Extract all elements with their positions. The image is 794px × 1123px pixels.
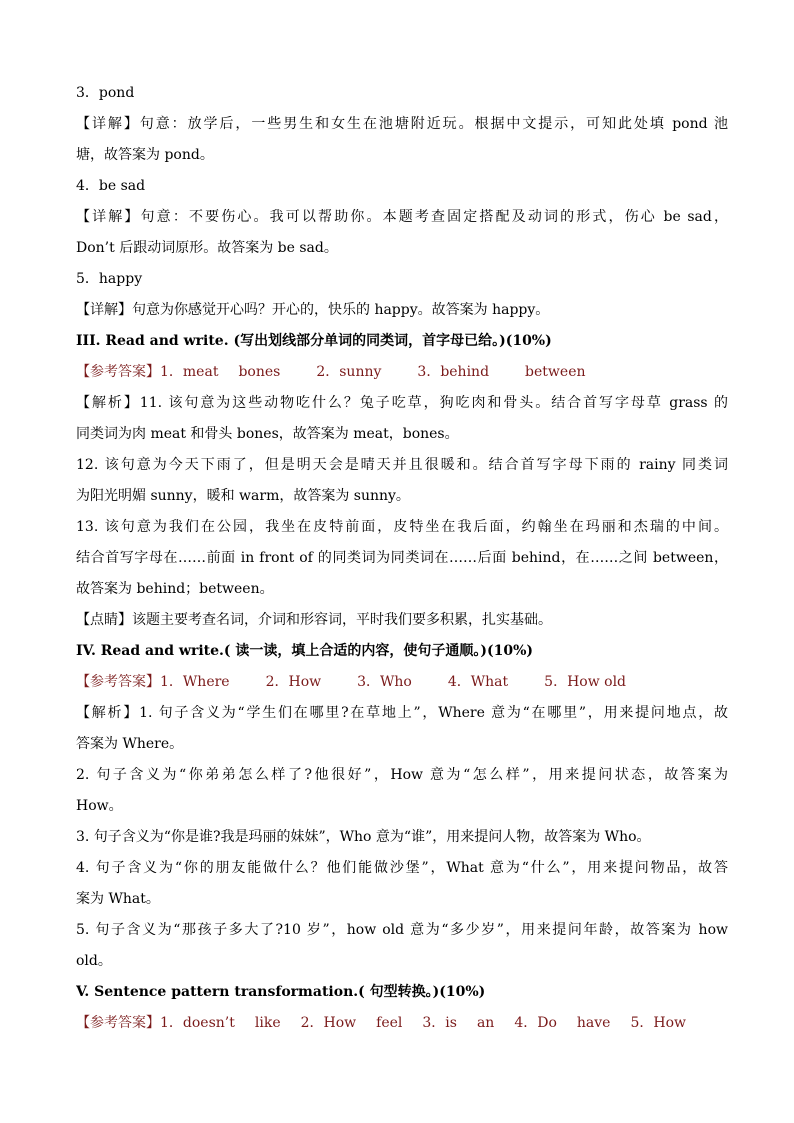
explanation-text: 2. 句子含义为“你弟弟怎么样了?他很好”，How 意为“怎么样”，用来提问状态，故答案为 [76,767,728,783]
explanation-text: 【详解】句意：放学后，一些男生和女生在池塘附近玩。根据中文提示，可知此处填 pond 池 [76,116,728,132]
explanation-text: 4. 句子含义为“你的朋友能做什么？他们能做沙堡”，What 意为“什么”，用来提问物品，故答 [76,860,728,876]
answer-value: 3．Who [357,674,412,690]
explanation-text: 案为 What。 [76,891,160,907]
answer-value: feel [376,1015,403,1031]
answer-item-5: 5．happy [76,271,143,287]
explanation-text: 3. 句子含义为“你是谁?我是玛丽的妹妹”，Who 意为“谁”，用来提问人物，故答案为 Who。 [76,829,651,845]
explanation-text: old。 [76,953,112,969]
answer-value: between [525,364,586,380]
answer-value: 3．is [422,1015,457,1031]
answer-value: 2．sunny [316,364,382,380]
answer-value: 2．How [265,674,322,690]
explanation-text: 塘，故答案为 pond。 [76,147,214,163]
answer-item-3: 3．pond [76,85,135,101]
tip-text: 【点睛】该题主要考查名词，介词和形容词，平时我们要多积累，扎实基础。 [76,612,552,628]
explanation-text: 5. 句子含义为“那孩子多大了?10 岁”，how old 意为“多少岁”，用来提问年龄，故答案为 how [76,922,728,938]
answer-label: 【参考答案】 [76,674,160,690]
explanation-text: Don’t 后跟动词原形。故答案为 be sad。 [76,240,338,256]
answer-item-4: 4．be sad [76,178,146,194]
answer-value: bones [238,364,281,380]
explanation-text: 【详解】句意：不要伤心。我可以帮助你。本题考查固定搭配及动词的形式，伤心 be sad， [76,209,728,225]
answer-value: 4．Do [514,1015,557,1031]
answer-value: an [476,1015,495,1031]
explanation-text: How。 [76,798,123,814]
answer-label: 【参考答案】 [76,1015,160,1031]
explanation-text: 为阳光明媚 sunny，暖和 warm，故答案为 sunny。 [76,488,410,504]
explanation-text: 13. 该句意为我们在公园，我坐在皮特前面，皮特坐在我后面，约翰坐在玛丽和杰瑞的中间。 [76,519,728,535]
answer-value: like [254,1015,281,1031]
answer-value: 1．Where [160,674,230,690]
explanation-text: 结合首写字母在……前面 in front of 的同类词为同类词在……后面 behind，在……之间 between， [76,550,728,566]
document-page [76,78,728,1039]
answer-value: 1．meat [160,364,219,380]
answer-value: have [576,1015,611,1031]
answer-value: 5．How [630,1015,686,1031]
answer-value: 4．What [447,674,509,690]
section-heading-iv: IV. Read and write.( 读一读，填上合适的内容，使句子通顺。)(10%) [76,643,534,659]
explanation-text: 同类词为肉 meat 和骨头 bones，故答案为 meat，bones。 [76,426,459,442]
reference-answers-iii [76,357,728,388]
explanation-text: 12. 该句意为今天下雨了，但是明天会是晴天并且很暖和。结合首写字母下雨的 rainy 同类词 [76,457,728,473]
section-heading-v: V. Sentence pattern transformation.( 句型转换。)(10%) [76,984,486,1000]
explanation-text: 【详解】句意为你感觉开心吗？开心的，快乐的 happy。故答案为 happy。 [76,302,550,318]
section-heading-iii: III. Read and write. (写出划线部分单词的同类词，首字母已给。)(10%) [76,333,552,349]
explanation-text: 故答案为 behind；between。 [76,581,274,597]
answer-label: 【参考答案】 [76,364,160,380]
reference-answers-v [76,1008,728,1039]
answer-value: 2．How [300,1015,357,1031]
explanation-text: 【解析】1. 句子含义为“学生们在哪里?在草地上”，Where 意为“在哪里”，用来提问地点，故 [76,705,728,721]
answer-value: 1．doesn’t [160,1015,235,1031]
answer-value: 3．behind [417,364,490,380]
explanation-text: 【解析】11. 该句意为这些动物吃什么？兔子吃草，狗吃肉和骨头。结合首写字母草 grass 的 [76,395,728,411]
explanation-text: 答案为 Where。 [76,736,184,752]
reference-answers-iv [76,667,728,698]
answer-value: 5．How old [544,674,627,690]
